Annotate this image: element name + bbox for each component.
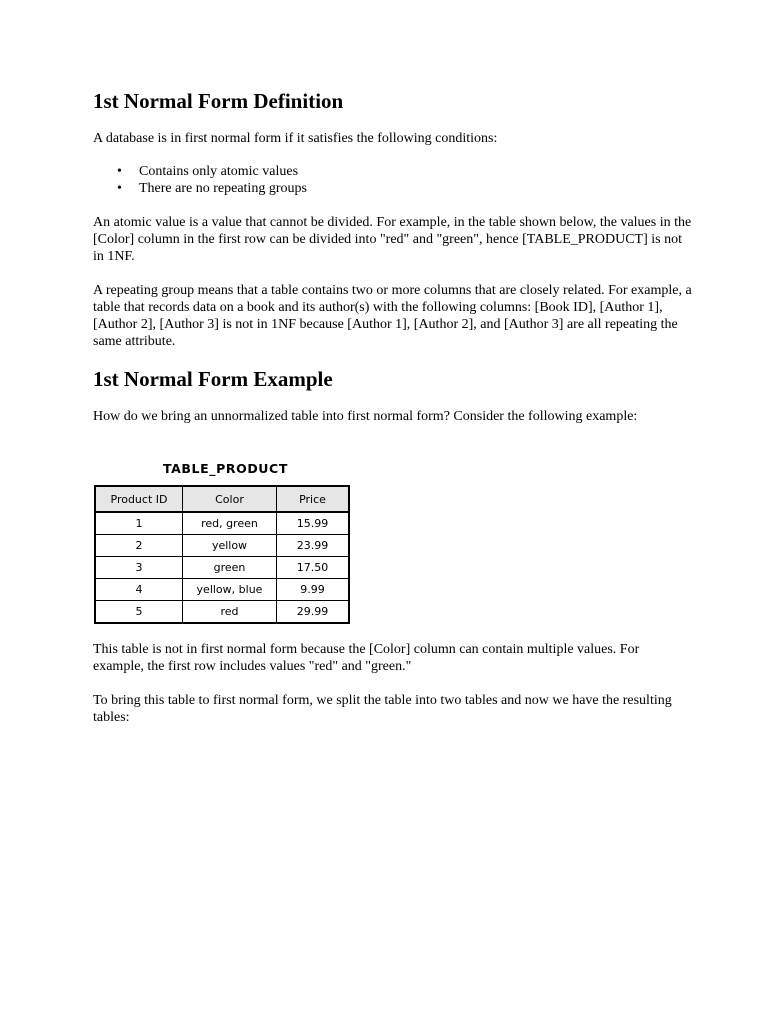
cell-product-id: 1 bbox=[95, 512, 183, 535]
bullet-icon: • bbox=[117, 181, 122, 196]
definition-intro: A database is in first normal form if it satisfies the following conditions: bbox=[93, 131, 498, 146]
column-header-price: Price bbox=[277, 486, 350, 512]
heading-definition: 1st Normal Form Definition bbox=[93, 89, 344, 113]
not-first-normal-form-paragraph: This table is not in first normal form because the [Color] column can contain multiple values. For example, the first row includes values "red" and "green." bbox=[93, 642, 640, 674]
table-row bbox=[95, 601, 349, 624]
list-item bbox=[93, 180, 307, 197]
cell-color: yellow bbox=[183, 535, 277, 557]
cell-color: red bbox=[183, 601, 277, 624]
cell-price: 29.99 bbox=[277, 601, 350, 624]
cell-price: 17.50 bbox=[277, 557, 350, 579]
cell-color: green bbox=[183, 557, 277, 579]
cell-product-id: 2 bbox=[95, 535, 183, 557]
table-row bbox=[95, 512, 349, 535]
table-title: TABLE_PRODUCT bbox=[163, 461, 288, 476]
atomic-value-paragraph: An atomic value is a value that cannot be divided. For example, in the table shown below, the values in the [Color] column in the first row can be divided into "red" and "green", hence [TABLE_PRODUCT] is not in 1NF. bbox=[93, 215, 692, 264]
table-row bbox=[95, 557, 349, 579]
example-intro: How do we bring an unnormalized table into first normal form? Consider the following example: bbox=[93, 409, 638, 424]
conditions-list bbox=[93, 163, 307, 197]
list-item-text: Contains only atomic values bbox=[139, 164, 299, 179]
repeating-group-paragraph: A repeating group means that a table contains two or more columns that are closely related. For example, a table that records data on a book and its author(s) with the following columns: [Book ID], [Author 1], [Author 2], [Author 3] is not in 1NF because [Author 1], [Author 2], and [Author 3] are all repeating the same attribute. bbox=[93, 283, 692, 349]
bullet-icon: • bbox=[117, 164, 122, 179]
cell-product-id: 3 bbox=[95, 557, 183, 579]
split-tables-paragraph: To bring this table to first normal form, we split the table into two tables and now we have the resulting tables: bbox=[93, 693, 672, 725]
cell-price: 9.99 bbox=[277, 579, 350, 601]
column-header-product-id: Product ID bbox=[95, 486, 183, 512]
cell-color: yellow, blue bbox=[183, 579, 277, 601]
table-header-row bbox=[95, 486, 349, 512]
table-row bbox=[95, 535, 349, 557]
list-item-text: There are no repeating groups bbox=[139, 181, 307, 196]
cell-price: 15.99 bbox=[277, 512, 350, 535]
cell-product-id: 4 bbox=[95, 579, 183, 601]
cell-price: 23.99 bbox=[277, 535, 350, 557]
product-table bbox=[94, 485, 350, 624]
list-item bbox=[93, 163, 307, 180]
column-header-color: Color bbox=[183, 486, 277, 512]
table-row bbox=[95, 579, 349, 601]
heading-example: 1st Normal Form Example bbox=[93, 367, 333, 391]
cell-product-id: 5 bbox=[95, 601, 183, 624]
cell-color: red, green bbox=[183, 512, 277, 535]
